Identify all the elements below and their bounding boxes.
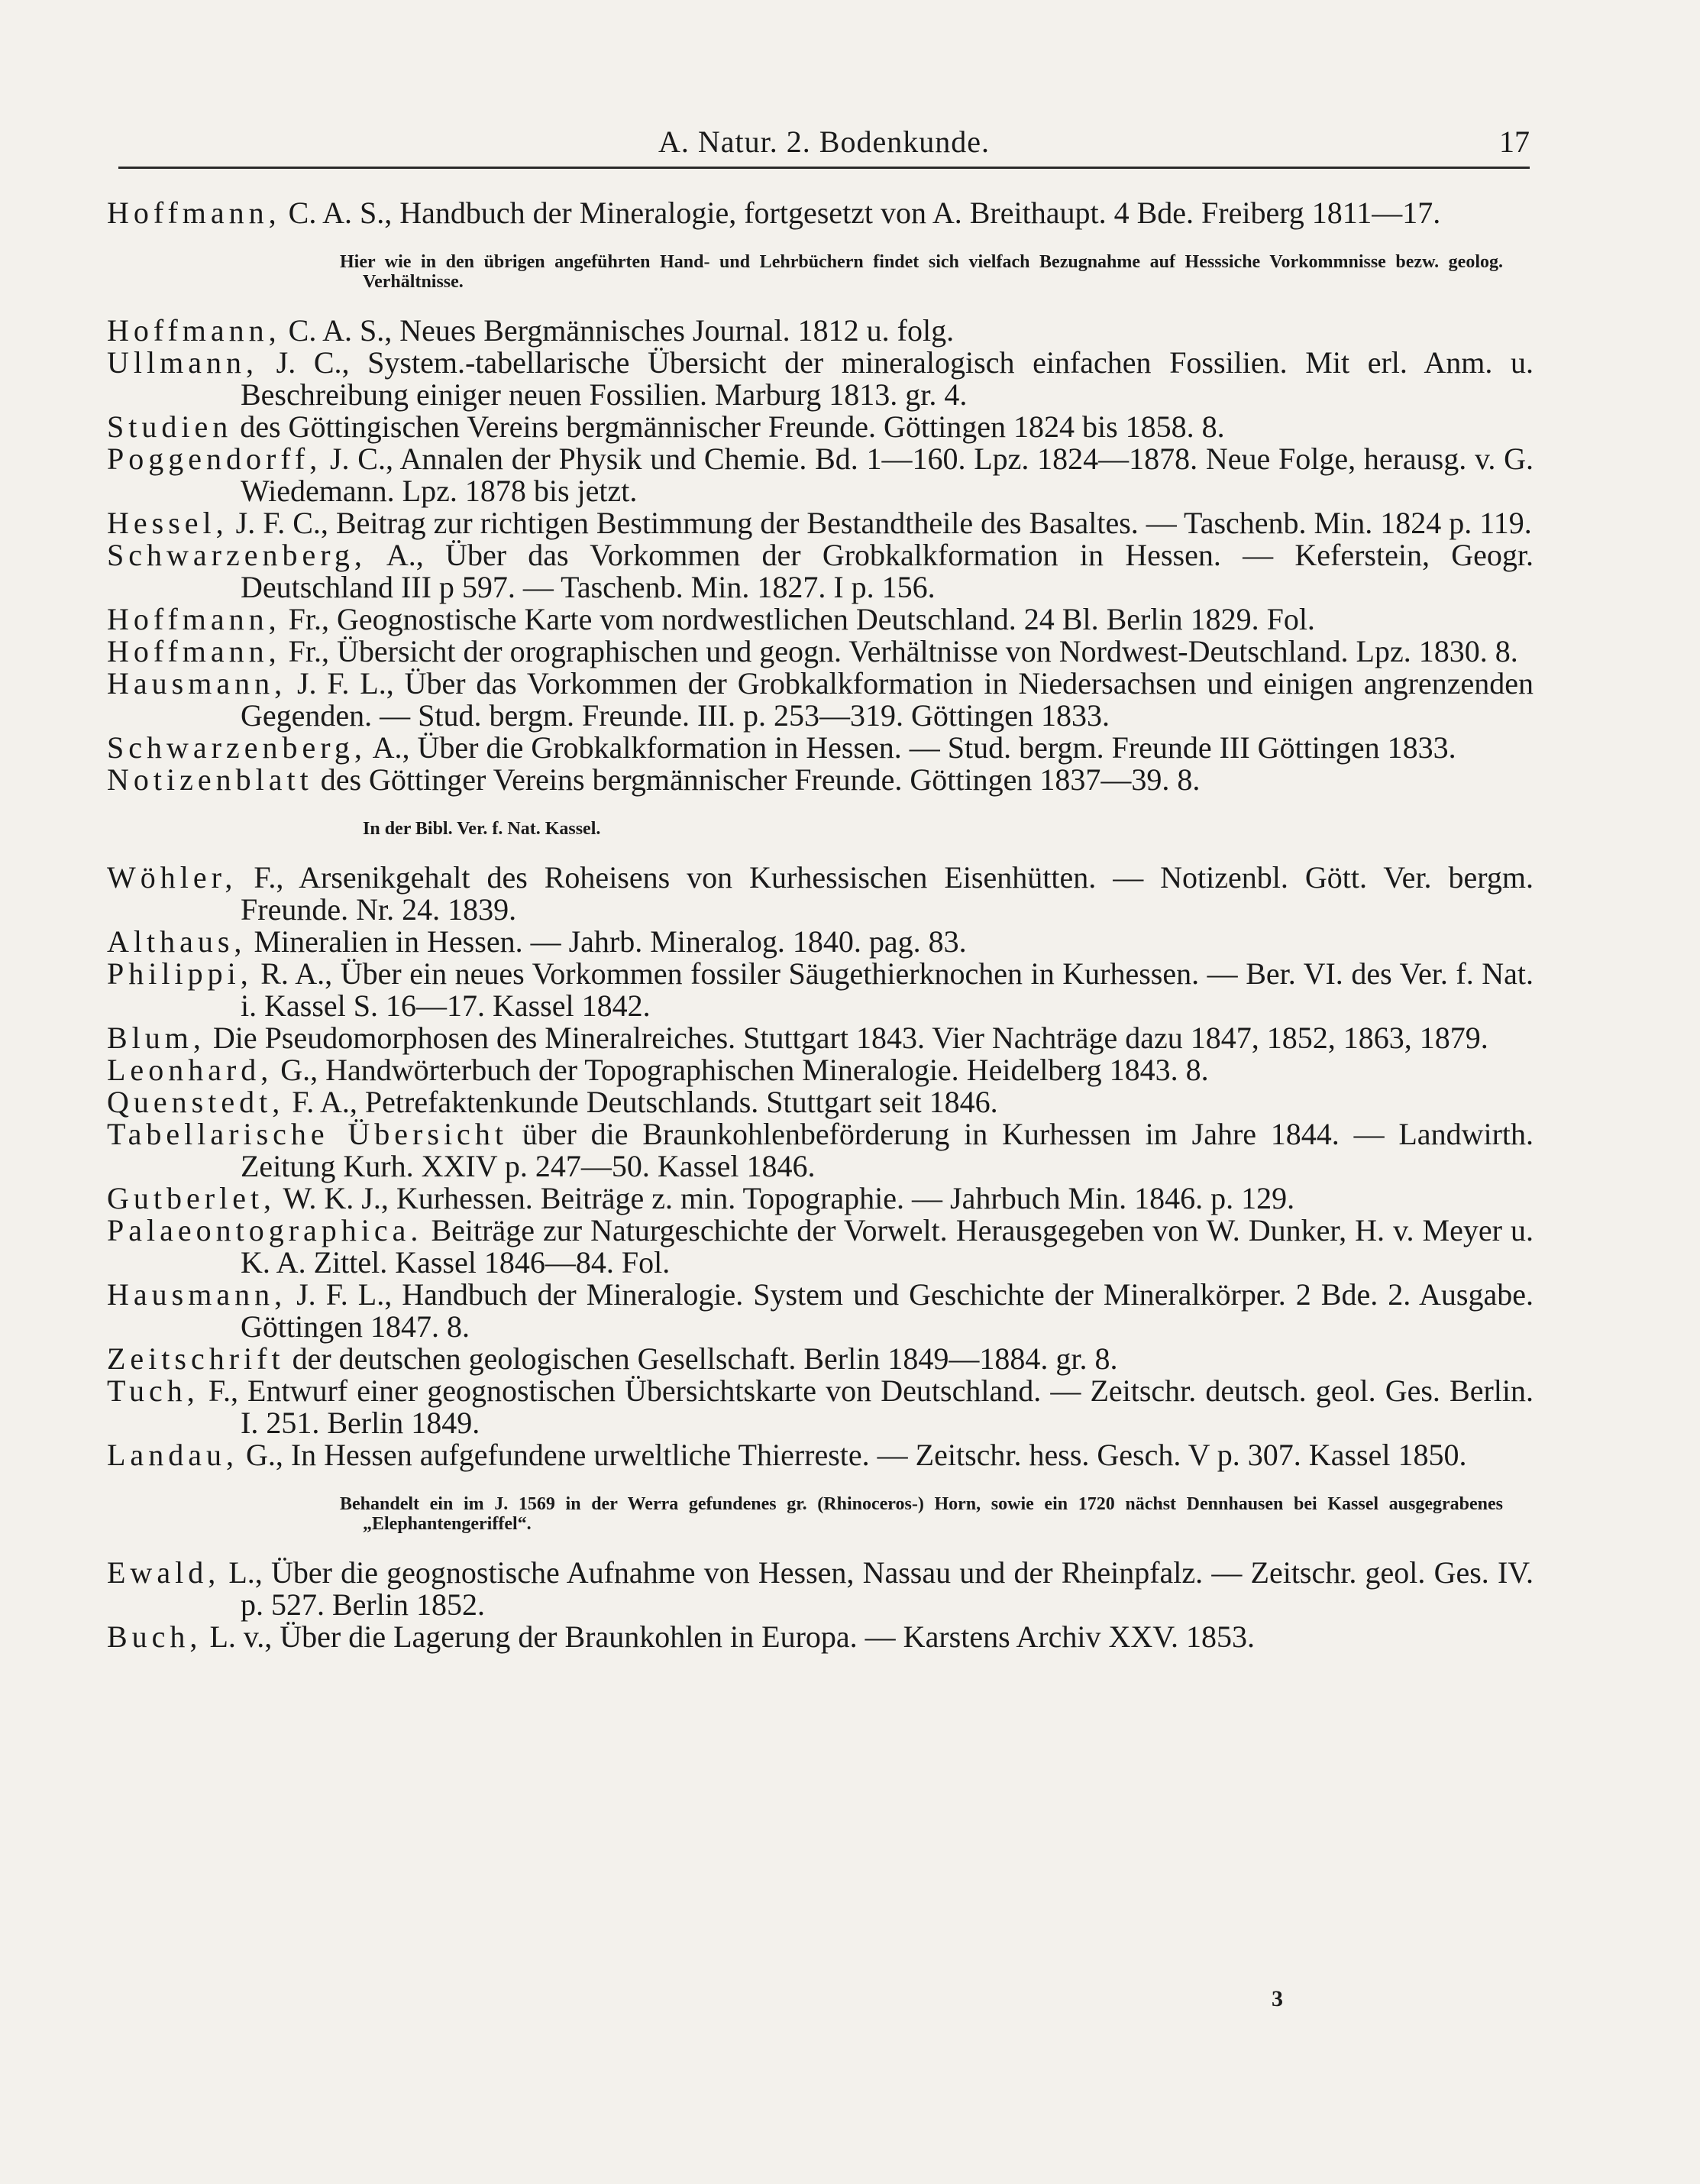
- entry-author: Palaeontographica.: [107, 1213, 423, 1247]
- entry-author: Zeitschrift: [107, 1341, 285, 1376]
- entry-text: C. A. S., Handbuch der Mineralogie, fortgesetzt von A. Breithaupt. 4 Bde. Freiberg 1811—17.: [280, 196, 1441, 230]
- entry-author: Wöhler,: [107, 860, 238, 895]
- entry-text: F. A., Petrefaktenkunde Deutschlands. Stuttgart seit 1846.: [284, 1085, 998, 1119]
- entry-author: Tabellarische Übersicht: [107, 1117, 508, 1151]
- bibliography-entry: [107, 539, 1534, 603]
- bibliography-entry: [107, 862, 1534, 926]
- bibliography-entry: [107, 315, 1534, 347]
- running-header: [118, 121, 1530, 169]
- entry-author: Ewald,: [107, 1555, 221, 1590]
- entry-text: F., Entwurf einer geognostischen Übersichtskarte von Deutschland. — Zeitschr. deutsch. geol. Ges. Berlin. I. 251. Berlin 1849.: [199, 1373, 1534, 1440]
- entry-author: Landau,: [107, 1438, 238, 1472]
- entry-author: Ullmann,: [107, 345, 258, 380]
- entry-text: über die Braunkohlenbeförderung in Kurhessen im Jahre 1844. — Landwirth. Zeitung Kurh. XXIV p. 247—50. Kassel 1846.: [241, 1117, 1534, 1183]
- entry-text: F., Arsenikgehalt des Roheisens von Kurhessischen Eisenhütten. — Notizenbl. Gött. Ver. bergm. Freunde. Nr. 24. 1839.: [237, 860, 1534, 927]
- entry-author: Quenstedt,: [107, 1085, 285, 1119]
- bibliography-entry: [107, 958, 1534, 1022]
- bibliography-entry: [107, 668, 1534, 732]
- entry-text: L. v., Über die Lagerung der Braunkohlen in Europa. — Karstens Archiv XXV. 1853.: [202, 1619, 1256, 1654]
- entry-author: Schwarzenberg,: [107, 538, 367, 572]
- entry-text: Fr., Übersicht der orographischen und geogn. Verhältnisse von Nordwest-Deutschland. Lpz. 1830. 8.: [280, 634, 1518, 668]
- bibliography-entry: [107, 1557, 1534, 1621]
- bibliography-entry: [107, 1054, 1534, 1086]
- bibliography-entry: [107, 1343, 1534, 1375]
- entry-author: Althaus,: [107, 924, 247, 959]
- bibliography-note: In der Bibl. Ver. f. Nat. Kassel.: [363, 819, 601, 839]
- entry-text: Beiträge zur Naturgeschichte der Vorwelt. Herausgegeben von W. Dunker, H. v. Meyer u. K. A. Zittel. Kassel 1846—84. Fol.: [241, 1213, 1534, 1280]
- bibliography-entry: [107, 1183, 1534, 1215]
- bibliography-entry: [107, 411, 1534, 443]
- bibliography-note: Hier wie in den übrigen angeführten Hand- und Lehrbüchern findet sich vielfach Bezugnahme auf Hesssiche Vorkommnisse bezw. geolog. Verhältnisse.: [340, 252, 1503, 292]
- entry-author: Studien: [107, 409, 233, 444]
- entry-text: R. A., Über ein neues Vorkommen fossiler Säugethierknochen in Kurhessen. — Ber. VI. des Ver. f. Nat. i. Kassel S. 16—17. Kassel 1842.: [241, 956, 1534, 1023]
- bibliography-entry: [107, 197, 1534, 229]
- bibliography-entry: [107, 443, 1534, 507]
- entry-text: der deutschen geologischen Gesellschaft. Berlin 1849—1884. gr. 8.: [284, 1341, 1118, 1376]
- entry-author: Hausmann,: [107, 1277, 287, 1312]
- entry-text: Die Pseudomorphosen des Mineralreiches. Stuttgart 1843. Vier Nachträge dazu 1847, 1852, 1863, 1879.: [205, 1021, 1488, 1055]
- entry-author: Tuch,: [107, 1373, 199, 1408]
- entry-author: Buch,: [107, 1619, 202, 1654]
- entry-author: Hoffmann,: [107, 313, 281, 348]
- entry-author: Blum,: [107, 1021, 205, 1055]
- entry-text: G., Handwörterbuch der Topographischen Mineralogie. Heidelberg 1843. 8.: [273, 1053, 1209, 1087]
- entry-text: J. F. L., Über das Vorkommen der Grobkalkformation in Niedersachsen und einigen angrenzenden Gegenden. — Stud. bergm. Freunde. III. p. 253—319. Göttingen 1833.: [241, 666, 1534, 733]
- entry-author: Notizenblatt: [107, 762, 313, 797]
- entry-author: Poggendorff,: [107, 442, 322, 476]
- entry-text: A., Über die Grobkalkformation in Hessen. — Stud. bergm. Freunde III Göttingen 1833.: [366, 730, 1456, 765]
- bibliography-entry: [107, 926, 1534, 958]
- bibliography-entry: [107, 1118, 1534, 1183]
- entry-text: L., Über die geognostische Aufnahme von Hessen, Nassau und der Rheinpfalz. — Zeitschr. geol. Ges. IV. p. 527. Berlin 1852.: [220, 1555, 1534, 1622]
- page-number: 17: [1499, 125, 1530, 159]
- bibliography-entry: [107, 732, 1534, 764]
- bibliography-entry: [107, 603, 1534, 636]
- entry-text: Fr., Geognostische Karte vom nordwestlichen Deutschland. 24 Bl. Berlin 1829. Fol.: [280, 602, 1315, 636]
- entry-author: Schwarzenberg,: [107, 730, 367, 765]
- bibliography-entry: [107, 1215, 1534, 1279]
- entry-text: Mineralien in Hessen. — Jahrb. Mineralog. 1840. pag. 83.: [246, 924, 967, 959]
- entry-author: Hoffmann,: [107, 602, 281, 636]
- entry-text: G., In Hessen aufgefundene urweltliche Thierreste. — Zeitschr. hess. Gesch. V p. 307. Kassel 1850.: [238, 1438, 1467, 1472]
- entry-text: des Göttinger Vereins bergmännischer Freunde. Göttingen 1837—39. 8.: [312, 762, 1201, 797]
- entry-text: J. F. C., Beitrag zur richtigen Bestimmung der Bestandtheile des Basaltes. — Taschenb. Min. 1824 p. 119.: [228, 506, 1532, 540]
- entry-text: J. C., System.-tabellarische Übersicht der mineralogisch einfachen Fossilien. Mit erl. Anm. u. Beschreibung einiger neuen Fossilien. Marburg 1813. gr. 4.: [241, 345, 1534, 412]
- bibliography-entry: [107, 1279, 1534, 1343]
- entry-author: Hoffmann,: [107, 634, 281, 668]
- bibliography-note: Behandelt ein im J. 1569 in der Werra gefundenes gr. (Rhinoceros-) Horn, sowie ein 1720 nächst Dennhausen bei Kassel ausgegrabenes „Elephantengeriffel“.: [340, 1494, 1503, 1534]
- bibliography-entry: [107, 1086, 1534, 1118]
- entry-text: W. K. J., Kurhessen. Beiträge z. min. Topographie. — Jahrbuch Min. 1846. p. 129.: [276, 1181, 1295, 1215]
- bibliography-list: [107, 197, 1534, 1653]
- entry-text: A., Über das Vorkommen der Grobkalkformation in Hessen. — Keferstein, Geogr. Deutschland III p 597. — Taschenb. Min. 1827. I p. 156.: [241, 538, 1534, 604]
- entry-text: des Göttingischen Vereins bergmännischer Freunde. Göttingen 1824 bis 1858. 8.: [232, 409, 1225, 444]
- bibliography-entry: [107, 507, 1534, 539]
- bibliography-entry: [107, 1621, 1534, 1653]
- bibliography-entry: [107, 347, 1534, 411]
- entry-author: Hessel,: [107, 506, 228, 540]
- entry-author: Leonhard,: [107, 1053, 273, 1087]
- entry-text: C. A. S., Neues Bergmännisches Journal. 1812 u. folg.: [280, 313, 955, 348]
- signature-mark: 3: [1272, 1986, 1283, 2011]
- bibliography-entry: [107, 1375, 1534, 1439]
- entry-text: J. F. L., Handbuch der Mineralogie. System und Geschichte der Mineralkörper. 2 Bde. 2. Ausgabe. Göttingen 1847. 8.: [241, 1277, 1534, 1344]
- entry-author: Gutberlet,: [107, 1181, 276, 1215]
- bibliography-entry: [107, 1439, 1534, 1471]
- entry-author: Hausmann,: [107, 666, 287, 700]
- entry-author: Hoffmann,: [107, 196, 281, 230]
- bibliography-entry: [107, 1022, 1534, 1054]
- bibliography-entry: [107, 636, 1534, 668]
- header-title: A. Natur. 2. Bodenkunde.: [658, 125, 990, 159]
- bibliography-entry: [107, 764, 1534, 796]
- entry-author: Philippi,: [107, 956, 253, 991]
- entry-text: J. C., Annalen der Physik und Chemie. Bd. 1—160. Lpz. 1824—1878. Neue Folge, herausg. v. G. Wiedemann. Lpz. 1878 bis jetzt.: [241, 442, 1534, 508]
